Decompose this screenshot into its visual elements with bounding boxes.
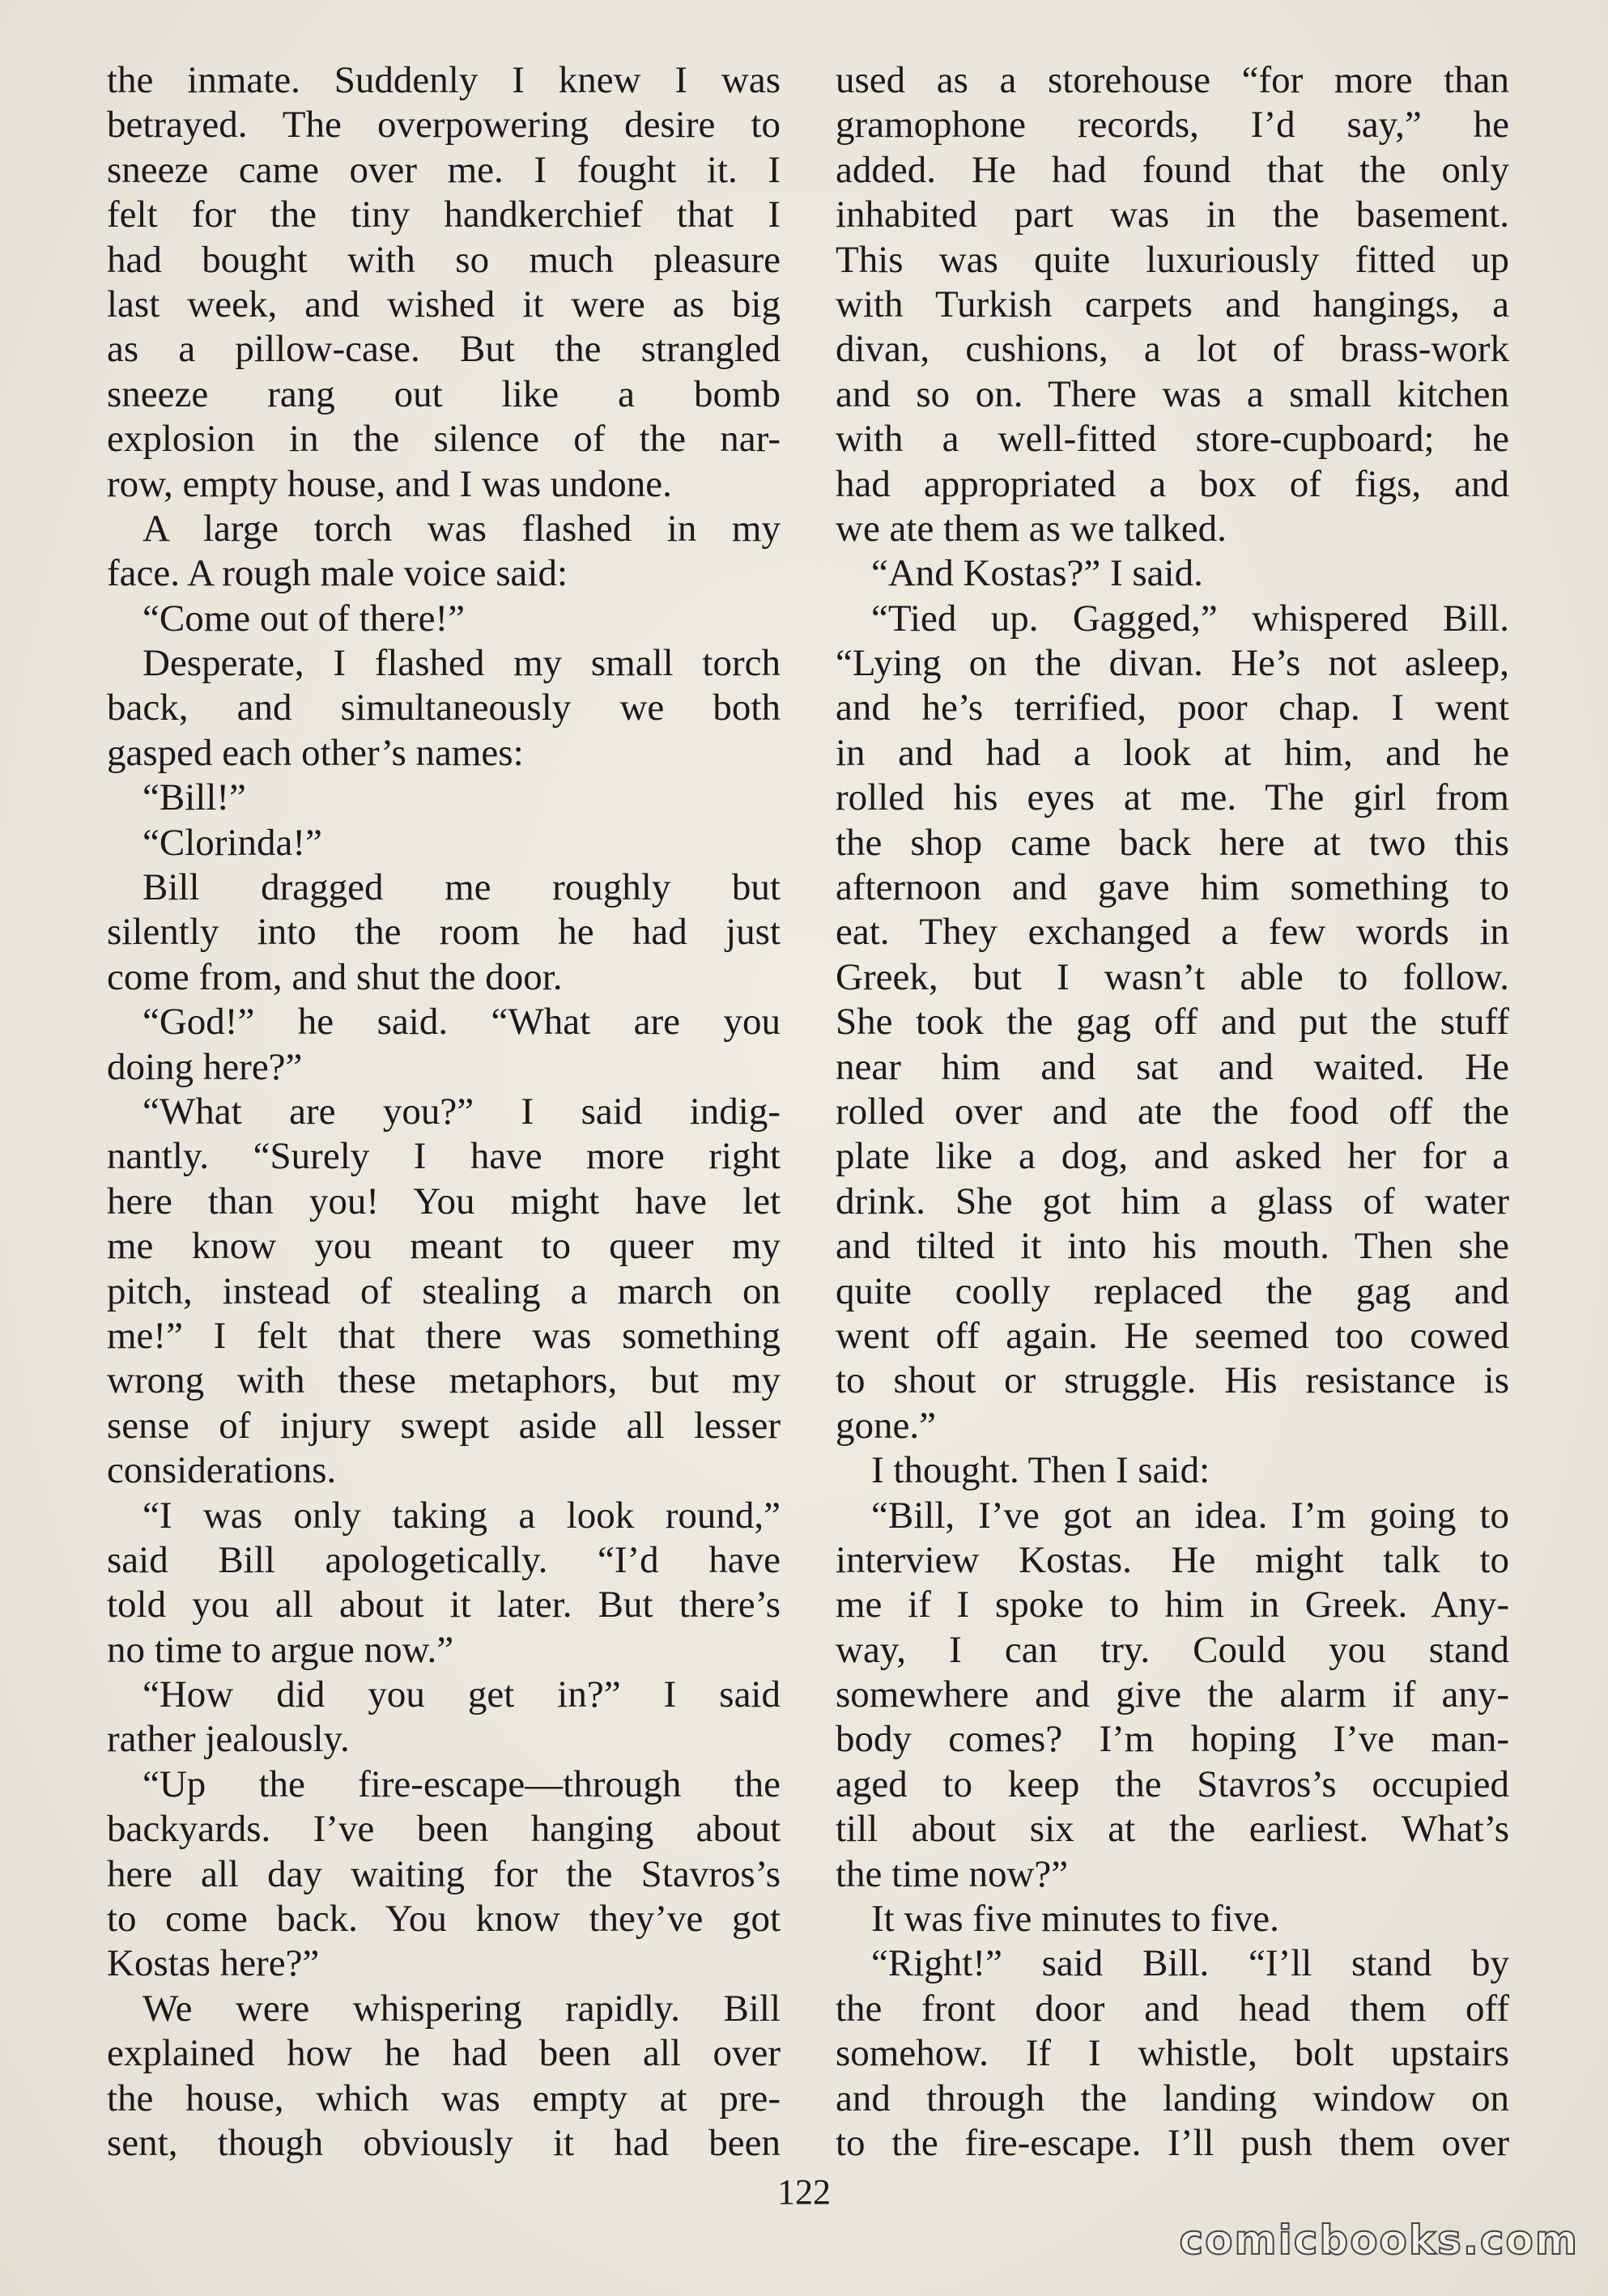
text-line: “Bill, I’ve got an idea. I’m going to <box>871 1494 1509 1537</box>
text-line: We were whispering rapidly. Bill <box>143 1987 781 2030</box>
text-line: interview Kostas. He might talk to <box>836 1538 1509 1581</box>
text-line: to come back. You know they’ve got <box>107 1898 781 1941</box>
text-line: It was five minutes to five. <box>871 1898 1279 1941</box>
text-line: as a pillow-case. But the strangled <box>107 328 781 371</box>
text-line: gone.” <box>836 1404 936 1447</box>
text-line: divan, cushions, a lot of brass-work <box>836 328 1509 371</box>
text-line: the house, which was empty at pre- <box>107 2077 781 2120</box>
text-line: had bought with so much pleasure <box>107 238 781 281</box>
text-line: sneeze came over me. I fought it. I <box>107 148 781 191</box>
text-line: told you all about it later. But there’s <box>107 1584 781 1626</box>
text-line: doing here?” <box>107 1045 303 1088</box>
text-line: to shout or struggle. His resistance is <box>836 1359 1509 1402</box>
text-line: “Lying on the divan. He’s not asleep, <box>836 642 1509 685</box>
text-line: till about six at the earliest. What’s <box>836 1808 1509 1851</box>
text-line: “Up the fire-escape—through the <box>143 1762 781 1805</box>
text-line: face. A rough male voice said: <box>107 552 568 595</box>
text-line: the shop came back here at two this <box>836 821 1509 864</box>
text-line: pitch, instead of stealing a march on <box>107 1269 781 1312</box>
text-line: “Clorinda!” <box>143 821 322 864</box>
text-line: “And Kostas?” I said. <box>871 552 1203 595</box>
text-line: betrayed. The overpowering desire to <box>107 104 781 147</box>
text-line: “God!” he said. “What are you <box>143 1001 781 1044</box>
text-line: and tilted it into his mouth. Then she <box>836 1225 1509 1268</box>
text-line: went off again. He seemed too cowed <box>836 1314 1509 1357</box>
text-line: “What are you?” I said indig- <box>143 1090 781 1133</box>
text-line: Kostas here?” <box>107 1942 320 1985</box>
text-line: and through the landing window on <box>836 2077 1509 2120</box>
text-line: Desperate, I flashed my small torch <box>143 642 781 685</box>
text-line: me!” I felt that there was something <box>107 1314 781 1357</box>
text-line: A large torch was flashed in my <box>143 507 781 550</box>
text-line: afternoon and gave him something to <box>836 866 1509 909</box>
text-line: here all day waiting for the Stavros’s <box>107 1852 781 1895</box>
text-line: near him and sat and waited. He <box>836 1045 1509 1088</box>
text-line: me know you meant to queer my <box>107 1225 781 1268</box>
text-line: gramophone records, I’d say,” he <box>836 104 1509 147</box>
text-line: and so on. There was a small kitchen <box>836 372 1509 415</box>
text-line: and he’s terrified, poor chap. I went <box>836 687 1509 729</box>
text-line: felt for the tiny handkerchief that I <box>107 193 781 236</box>
text-line: aged to keep the Stavros’s occupied <box>836 1762 1509 1805</box>
text-line: row, empty house, and I was undone. <box>107 462 672 505</box>
text-line: the inmate. Suddenly I knew I was <box>107 59 781 101</box>
text-line: This was quite luxuriously fitted up <box>836 238 1509 281</box>
text-line: She took the gag off and put the stuff <box>836 1001 1509 1044</box>
text-line: “Bill!” <box>143 776 246 819</box>
text-line: here than you! You might have let <box>107 1180 781 1222</box>
text-line: rolled his eyes at me. The girl from <box>836 776 1509 819</box>
text-line: Greek, but I wasn’t able to follow. <box>836 955 1509 998</box>
text-line: gasped each other’s names: <box>107 731 524 774</box>
text-line: in and had a look at him, and he <box>836 731 1509 774</box>
text-line: rather jealously. <box>107 1718 350 1761</box>
text-line: me if I spoke to him in Greek. Any- <box>836 1584 1509 1626</box>
text-line: Bill dragged me roughly but <box>143 866 781 909</box>
text-line: sent, though obviously it had been <box>107 2121 781 2164</box>
text-line: “Come out of there!” <box>143 597 466 640</box>
text-line: had appropriated a box of figs, and <box>836 462 1509 505</box>
text-line: silently into the room he had just <box>107 911 781 954</box>
text-line: the time now?” <box>836 1852 1069 1895</box>
text-line: drink. She got him a glass of water <box>836 1180 1509 1222</box>
text-line: “Right!” said Bill. “I’ll stand by <box>871 1942 1509 1985</box>
text-line: somewhere and give the alarm if any- <box>836 1673 1509 1716</box>
text-line: “Tied up. Gagged,” whispered Bill. <box>871 597 1509 640</box>
text-line: sneeze rang out like a bomb <box>107 372 781 415</box>
text-line: inhabited part was in the basement. <box>836 193 1509 236</box>
right-text-column <box>836 58 1509 2166</box>
text-line: last week, and wished it were as big <box>107 283 781 325</box>
text-line: explained how he had been all over <box>107 2032 781 2075</box>
text-line: the front door and head them off <box>836 1987 1509 2030</box>
text-line: wrong with these metaphors, but my <box>107 1359 781 1402</box>
watermark-logo: comicbooks.com <box>1179 2217 1579 2264</box>
text-line: “I was only taking a look round,” <box>143 1494 781 1537</box>
text-line: with a well-fitted store-cupboard; he <box>836 418 1509 461</box>
text-line: nantly. “Surely I have more right <box>107 1135 781 1178</box>
left-text-column <box>107 58 781 2166</box>
text-line: quite coolly replaced the gag and <box>836 1269 1509 1312</box>
text-line: with Turkish carpets and hangings, a <box>836 283 1509 325</box>
text-line: rolled over and ate the food off the <box>836 1090 1509 1133</box>
text-line: way, I can try. Could you stand <box>836 1628 1509 1671</box>
text-line: sense of injury swept aside all lesser <box>107 1404 781 1447</box>
text-line: we ate them as we talked. <box>836 507 1227 550</box>
text-line: added. He had found that the only <box>836 148 1509 191</box>
text-line: to the fire-escape. I’ll push them over <box>836 2121 1509 2164</box>
text-line: explosion in the silence of the nar- <box>107 418 781 461</box>
text-line: “How did you get in?” I said <box>143 1673 781 1716</box>
text-line: no time to argue now.” <box>107 1628 454 1671</box>
text-line: back, and simultaneously we both <box>107 687 781 729</box>
page-number: 122 <box>777 2172 831 2212</box>
text-line: body comes? I’m hoping I’ve man- <box>836 1718 1509 1761</box>
text-line: said Bill apologetically. “I’d have <box>107 1538 781 1581</box>
text-line: come from, and shut the door. <box>107 955 563 998</box>
text-line: considerations. <box>107 1449 337 1492</box>
text-line: I thought. Then I said: <box>871 1449 1210 1492</box>
text-line: somehow. If I whistle, bolt upstairs <box>836 2032 1509 2075</box>
text-line: backyards. I’ve been hanging about <box>107 1808 781 1851</box>
text-line: plate like a dog, and asked her for a <box>836 1135 1509 1178</box>
text-line: eat. They exchanged a few words in <box>836 911 1509 954</box>
text-line: used as a storehouse “for more than <box>836 59 1509 101</box>
